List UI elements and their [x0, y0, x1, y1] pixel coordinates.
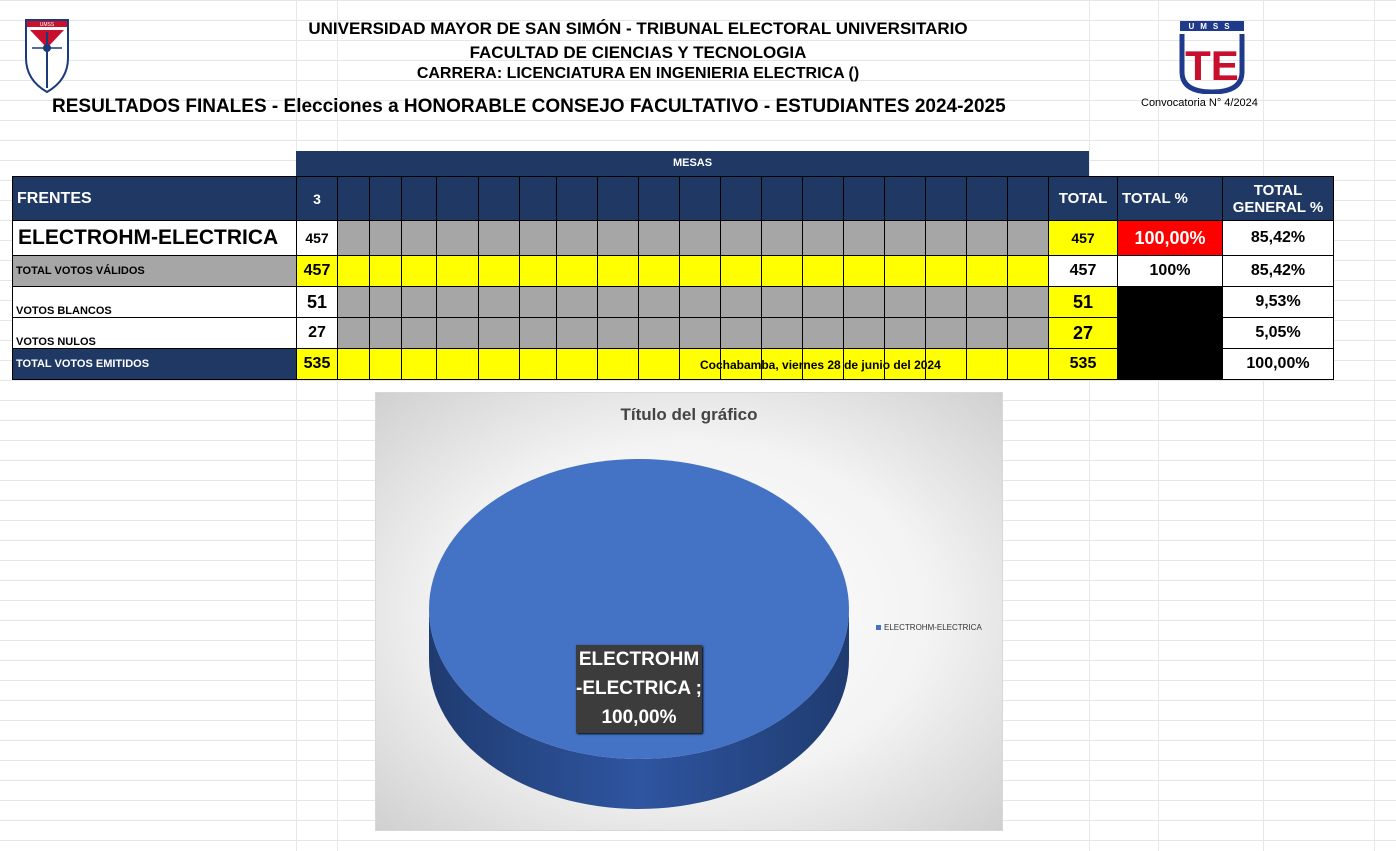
mesas-header: MESAS: [296, 151, 1089, 176]
row-mesa-value: 457: [297, 221, 338, 256]
te-logo: [1178, 20, 1246, 94]
pie-data-label-line1: ELECTROHM: [578, 649, 700, 670]
row-total: 457: [1049, 221, 1118, 256]
convocatoria-label: Convocatoria N° 4/2024: [1141, 97, 1258, 109]
table-row: [13, 349, 1334, 380]
legend-entry: ELECTROHM-ELECTRICA: [884, 623, 982, 632]
row-pct: 100,00%: [1118, 221, 1223, 256]
chart-title: Título del gráfico: [620, 405, 758, 424]
pie-data-label: [576, 645, 702, 733]
row-mesa-value: 51: [297, 287, 338, 318]
row-pct: [1118, 349, 1223, 380]
row-mesa-value: 457: [297, 256, 338, 287]
pie-chart[interactable]: [375, 392, 1003, 831]
table-row: [13, 256, 1334, 287]
col-total-pct: TOTAL %: [1118, 177, 1223, 221]
gridline: [337, 0, 338, 851]
row-general: 9,53%: [1223, 287, 1334, 318]
row-label: TOTAL VOTOS EMITIDOS: [13, 349, 297, 380]
pie-data-label-line2: -ELECTRICA ;: [576, 678, 702, 699]
gridline: [1158, 0, 1159, 851]
svg-text:UMSS: UMSS: [1188, 22, 1236, 31]
row-label: VOTOS NULOS: [13, 318, 297, 349]
col-frentes: FRENTES: [13, 177, 297, 221]
row-label: VOTOS BLANCOS: [13, 287, 297, 318]
career-title: CARRERA: LICENCIATURA EN INGENIERIA ELECTRICA (): [416, 65, 860, 82]
row-total: 457: [1049, 256, 1118, 287]
row-pct: [1118, 318, 1223, 349]
row-pct: [1118, 287, 1223, 318]
table-header-row: [13, 177, 1334, 221]
col-total: TOTAL: [1049, 177, 1118, 221]
university-title: UNIVERSIDAD MAYOR DE SAN SIMÓN - TRIBUNAL ELECTORAL UNIVERSITARIO: [308, 19, 968, 38]
date-label: Cochabamba, viernes 28 de junio del 2024: [700, 358, 941, 372]
row-label: TOTAL VOTOS VÁLIDOS: [13, 256, 297, 287]
gridline: [1263, 0, 1264, 851]
table-row: [13, 287, 1334, 318]
chart-legend: [876, 623, 982, 632]
row-mesa-value: 535: [297, 349, 338, 380]
table-row: [13, 221, 1334, 256]
gridline: [296, 0, 297, 851]
col-mesa-3: 3: [297, 177, 338, 221]
faculty-title: FACULTAD DE CIENCIAS Y TECNOLOGIA: [469, 43, 807, 62]
row-total: 51: [1049, 287, 1118, 318]
legend-swatch: [876, 625, 881, 630]
results-title: RESULTADOS FINALES - Elecciones a HONORABLE CONSEJO FACULTATIVO - ESTUDIANTES 2024-2025: [52, 96, 1006, 117]
svg-text:UMSS: UMSS: [39, 22, 55, 28]
row-total: 535: [1049, 349, 1118, 380]
table-row: [13, 318, 1334, 349]
row-general: 100,00%: [1223, 349, 1334, 380]
row-general: 85,42%: [1223, 221, 1334, 256]
row-total: 27: [1049, 318, 1118, 349]
row-mesa-value: 27: [297, 318, 338, 349]
gridline: [1089, 0, 1090, 851]
pie-data-label-line3: 100,00%: [601, 707, 677, 728]
row-general: 85,42%: [1223, 256, 1334, 287]
gridline: [1374, 0, 1375, 851]
results-table: [12, 176, 1334, 380]
row-pct: 100%: [1118, 256, 1223, 287]
col-total-general: TOTAL GENERAL %: [1223, 177, 1334, 221]
pie-svg: [376, 393, 1002, 830]
row-label: ELECTROHM-ELECTRICA: [13, 221, 297, 256]
row-general: 5,05%: [1223, 318, 1334, 349]
svg-text:TE: TE: [1185, 42, 1239, 89]
